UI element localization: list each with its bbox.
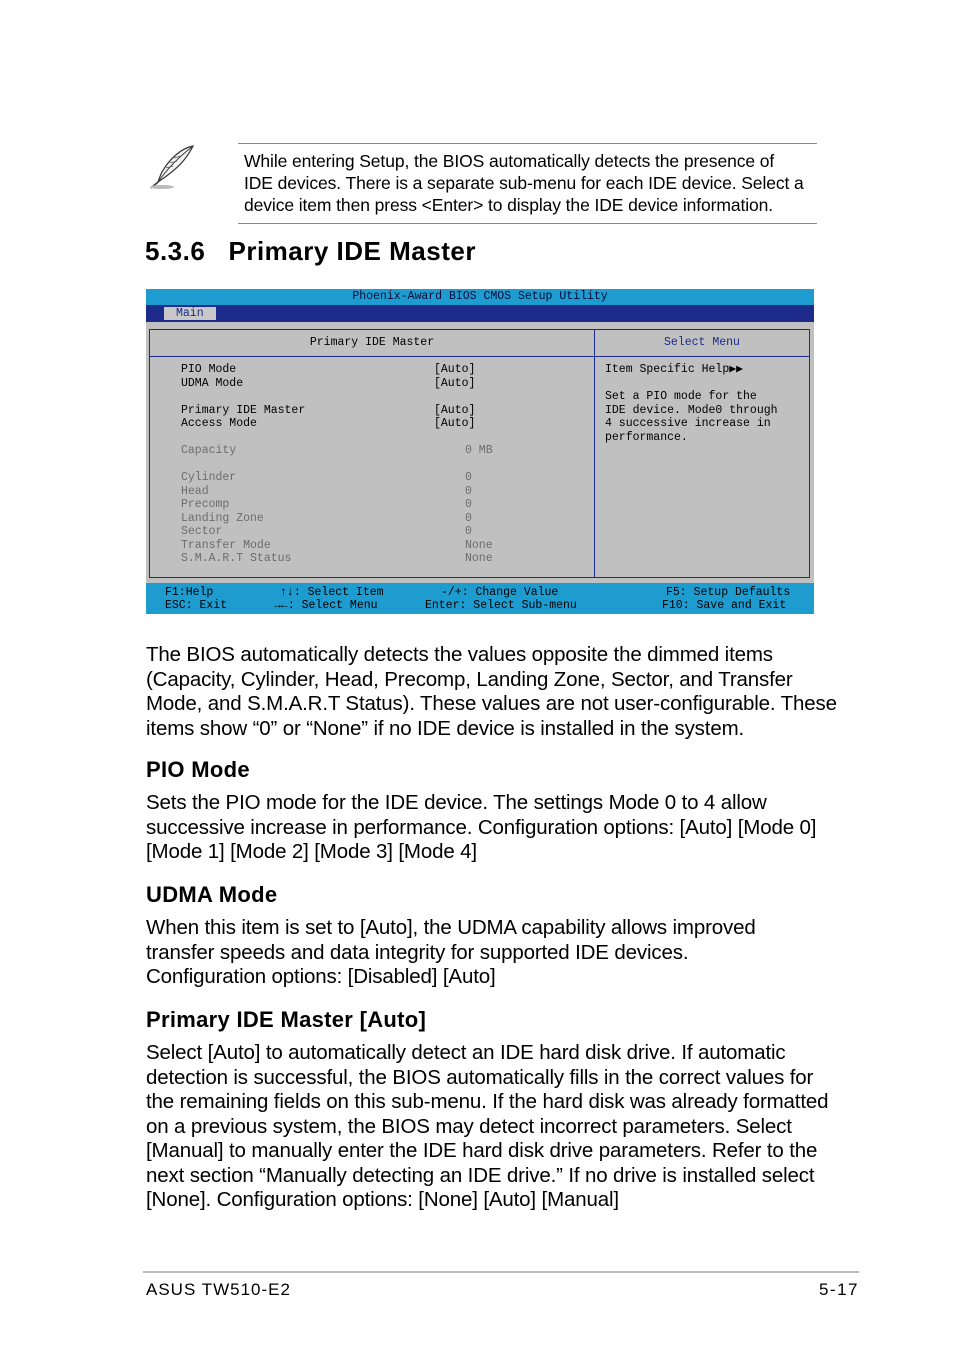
key-f5-defaults: F5: Setup Defaults	[666, 586, 791, 599]
section-heading: 5.3.6 Primary IDE Master	[145, 236, 476, 266]
help-line: Set a PIO mode for the	[605, 390, 757, 403]
bios-settings-panel	[149, 329, 595, 578]
text-line: Sets the PIO mode for the IDE device. The settings Mode 0 to 4 allow	[146, 791, 767, 814]
text-line: next section “Manually detecting an IDE drive.” If no drive is installed select	[146, 1163, 815, 1187]
primary-ide-master-paragraph	[146, 1041, 829, 1213]
key-f10-save: F10: Save and Exit	[662, 599, 787, 612]
tab-main[interactable]: Main	[164, 307, 216, 320]
setting-label: UDMA Mode	[181, 376, 244, 390]
note-text	[244, 150, 814, 216]
bios-help-panel	[594, 329, 810, 578]
setting-value[interactable]: [Auto]	[434, 376, 476, 390]
setting-label: Landing Zone	[181, 511, 264, 525]
key-select-submenu: Enter: Select Sub-menu	[425, 599, 577, 612]
note-top-rule	[238, 143, 817, 144]
text-line: detection is successful, the BIOS automatically fills in the correct values for	[146, 1065, 814, 1089]
text-line: Configuration options: [Disabled] [Auto]	[146, 965, 496, 988]
setting-value: 0 MB	[465, 444, 493, 457]
text-line: When this item is set to [Auto], the UDMA capability allows improved	[146, 916, 756, 939]
setting-value[interactable]: [Auto]	[434, 403, 476, 417]
setting-value: None	[465, 552, 493, 565]
key-select-item: ↑↓: Select Item	[280, 586, 384, 599]
intro-paragraph	[146, 643, 837, 741]
text-line: successive increase in performance. Configuration options: [Auto] [Mode 0]	[146, 815, 817, 839]
feather-pen-icon	[146, 142, 198, 192]
setting-label: PIO Mode	[181, 363, 237, 376]
subheading-pio-mode: PIO Mode	[146, 757, 250, 782]
subheading-udma-mode: UDMA Mode	[146, 882, 278, 907]
help-line: Item Specific Help▶▶	[605, 363, 744, 376]
panel-title: Primary IDE Master	[150, 330, 594, 357]
setting-value: 0	[465, 484, 472, 498]
text-line: (Capacity, Cylinder, Head, Precomp, Landing Zone, Sector, and Transfer	[146, 667, 793, 691]
setting-label: Transfer Mode	[181, 538, 271, 552]
left-right-arrow-icon: →←	[274, 599, 288, 612]
help-line: IDE device. Mode0 through	[605, 403, 778, 417]
key-select-menu: →←: Select Menu	[274, 599, 378, 612]
bios-screen	[146, 289, 814, 614]
text-line: transfer speeds and data integrity for supported IDE devices.	[146, 940, 689, 964]
help-line	[605, 377, 805, 391]
setting-label: Sector	[181, 525, 223, 538]
setting-label: S.M.A.R.T Status	[181, 552, 292, 565]
help-panel-title: Select Menu	[595, 330, 809, 357]
udma-mode-paragraph	[146, 916, 826, 990]
help-line: performance.	[605, 430, 688, 444]
text-line: [Mode 1] [Mode 2] [Mode 3] [Mode 4]	[146, 840, 477, 863]
subheading-primary-ide-master: Primary IDE Master [Auto]	[146, 1007, 427, 1032]
double-right-arrow-icon: ▶▶	[729, 363, 744, 376]
setting-label: Access Mode	[181, 417, 257, 430]
pio-mode-paragraph	[146, 791, 826, 865]
text-line: Select [Auto] to automatically detect an IDE hard disk drive. If automatic	[146, 1041, 786, 1064]
footer-rule	[143, 1271, 859, 1273]
help-line: 4 successive increase in	[605, 417, 771, 430]
note-bottom-rule	[238, 223, 817, 224]
help-text	[605, 363, 805, 444]
setting-label: Precomp	[181, 498, 230, 511]
setting-value: 0	[465, 498, 472, 511]
key-change-value: -/+: Change Value	[441, 586, 559, 599]
bios-title-bar: Phoenix-Award BIOS CMOS Setup Utility	[146, 289, 814, 305]
text-line: Mode, and S.M.A.R.T Status). These values are not user-configurable. These	[146, 692, 837, 715]
text-line: on a previous system, the BIOS may detect incorrect parameters. Select	[146, 1114, 792, 1138]
text-line: [None]. Configuration options: [None] [Auto] [Manual]	[146, 1188, 619, 1211]
setting-value: 0	[465, 471, 472, 484]
key-f1-help: F1:Help	[165, 586, 214, 599]
note-line: IDE devices. There is a separate sub-menu for each IDE device. Select a	[244, 173, 804, 193]
setting-value: None	[465, 538, 493, 552]
setting-label: Cylinder	[181, 471, 237, 484]
setting-value: 0	[465, 525, 472, 538]
setting-value[interactable]: [Auto]	[434, 417, 476, 430]
up-down-arrow-icon: ↑↓	[280, 586, 294, 599]
text-line: [Manual] to manually enter the IDE hard disk drive parameters. Refer to the	[146, 1139, 818, 1162]
text-line: the remaining fields on this sub-menu. If the hard disk was already formatted	[146, 1090, 829, 1113]
note-line: While entering Setup, the BIOS automatically detects the presence of	[244, 151, 775, 171]
setting-value: 0	[465, 511, 472, 525]
note-line: device item then press <Enter> to display the IDE device information.	[244, 195, 774, 215]
setting-label: Capacity	[181, 444, 237, 457]
page-number: 5-17	[818, 1280, 859, 1299]
setting-label: Primary IDE Master	[181, 403, 306, 417]
text-line: The BIOS automatically detects the values opposite the dimmed items	[146, 643, 773, 666]
bios-menu-bar	[146, 305, 814, 322]
text-line: items show “0” or “None” if no IDE device is installed in the system.	[146, 716, 745, 740]
bios-key-legend	[146, 583, 814, 614]
setting-label: Head	[181, 484, 209, 498]
key-esc-exit: ESC: Exit	[165, 599, 228, 612]
setting-value[interactable]: [Auto]	[434, 363, 476, 376]
footer-product-name: ASUS TW510-E2	[146, 1280, 291, 1299]
